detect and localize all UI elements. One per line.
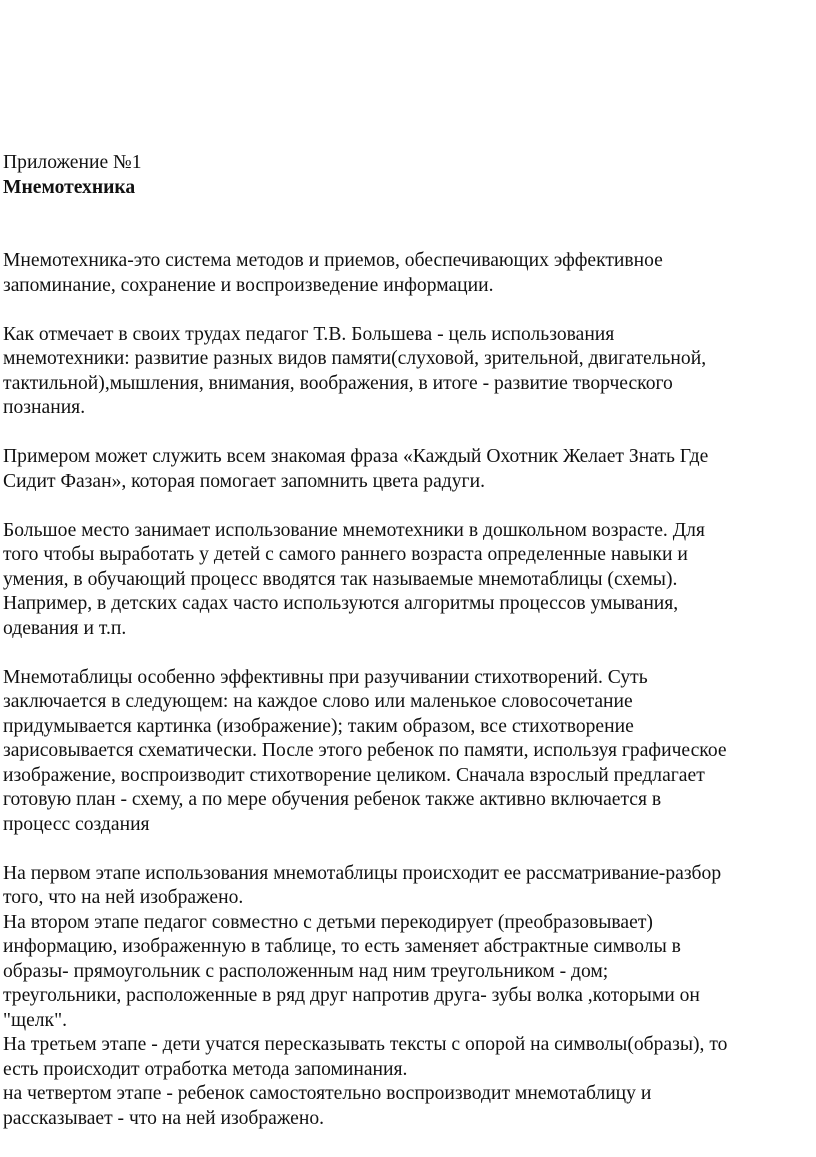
paragraph-line: придумывается картинка (изображение); таким образом, все стихотворение (3, 715, 634, 737)
paragraph-line: треугольники, расположенные в ряд друг напротив друга- зубы волка ,которыми он (3, 985, 700, 1006)
paragraph-line: Примером может служить всем знакомая фраза «Каждый Охотник Желает Знать Где (3, 446, 709, 467)
spacer (3, 421, 813, 446)
spacer (3, 298, 813, 323)
paragraph-line: процесс создания (3, 813, 150, 835)
spacer (3, 200, 813, 249)
paragraph-line: запоминание, сохранение и воспроизведение информации. (3, 274, 494, 296)
paragraph-line: изображение, воспроизводит стихотворение целиком. Сначала взрослый предлагает (3, 764, 705, 786)
spacer (3, 641, 813, 666)
paragraph-line: тактильной),мышления, внимания, воображения, в итоге - развитие творческого (3, 372, 673, 394)
paragraph-line: Большое место занимает использование мнемотехники в дошкольном возрасте. Для (3, 519, 705, 541)
paragraph-line: На втором этапе педагог совместно с детьми перекодирует (преобразовывает) (3, 911, 653, 933)
paragraph-line: рассказывает - что на ней изображено. (3, 1107, 325, 1129)
paragraph-line: зарисовывается схематически. После этого ребенок по памяти, используя графическое (3, 740, 727, 761)
spacer (3, 837, 813, 862)
paragraph-line: умения, в обучающий процесс вводятся так называемые мнемотаблицы (схемы). (3, 568, 678, 590)
appendix-label: Приложение №1 (3, 152, 142, 173)
paragraph-line: того чтобы выработать у детей с самого раннего возраста определенные навыки и (3, 544, 688, 565)
paragraph-line: Сидит Фазан», которая помогает запомнить цвета радуги. (3, 470, 485, 492)
spacer (3, 494, 813, 519)
paragraph-stages (3, 862, 813, 1132)
paragraph-line: заключается в следующем: на каждое слово или маленькое словосочетание (3, 691, 633, 712)
paragraph-line: того, что на ней изображено. (3, 887, 244, 908)
paragraph-line: образы- прямоугольник с расположенным над ним треугольником - дом; (3, 960, 609, 982)
paragraph-line: познания. (3, 397, 86, 418)
paragraph-mnemotables (3, 666, 813, 838)
document-content (3, 151, 813, 1131)
paragraph-rainbow-example (3, 445, 813, 494)
paragraph-definition (3, 249, 813, 298)
paragraph-preschool (3, 519, 813, 642)
paragraph-line: готовую план - схему, а по мере обучения ребенок также активно включается в (3, 789, 662, 810)
paragraph-line: Как отмечает в своих трудах педагог Т.В. Большева - цель использования (3, 323, 615, 345)
paragraph-line: мнемотехники: развитие разных видов памяти(слуховой, зрительной, двигательной, (3, 348, 707, 369)
paragraph-line: одевания и т.п. (3, 617, 127, 639)
paragraph-line: Например, в детских садах часто используются алгоритмы процессов умывания, (3, 593, 679, 614)
paragraph-line: на четвертом этапе - ребенок самостоятельно воспроизводит мнемотаблицу и (3, 1083, 652, 1104)
paragraph-line: есть происходит отработка метода запоминания. (3, 1058, 408, 1080)
paragraph-line: На первом этапе использования мнемотаблицы происходит ее рассматривание-разбор (3, 862, 722, 884)
paragraph-line: На третьем этапе - дети учатся пересказывать тексты с опорой на символы(образы), то (3, 1034, 728, 1055)
paragraph-line: Мнемотехника-это система методов и приемов, обеспечивающих эффективное (3, 250, 663, 271)
paragraph-line: "щелк". (3, 1009, 67, 1031)
paragraph-bolsheva (3, 323, 813, 421)
paragraph-line: Мнемотаблицы особенно эффективны при разучивании стихотворений. Суть (3, 666, 648, 688)
document-title: Мнемотехника (3, 176, 136, 198)
paragraph-line: информацию, изображенную в таблице, то есть заменяет абстрактные символы в (3, 936, 681, 957)
